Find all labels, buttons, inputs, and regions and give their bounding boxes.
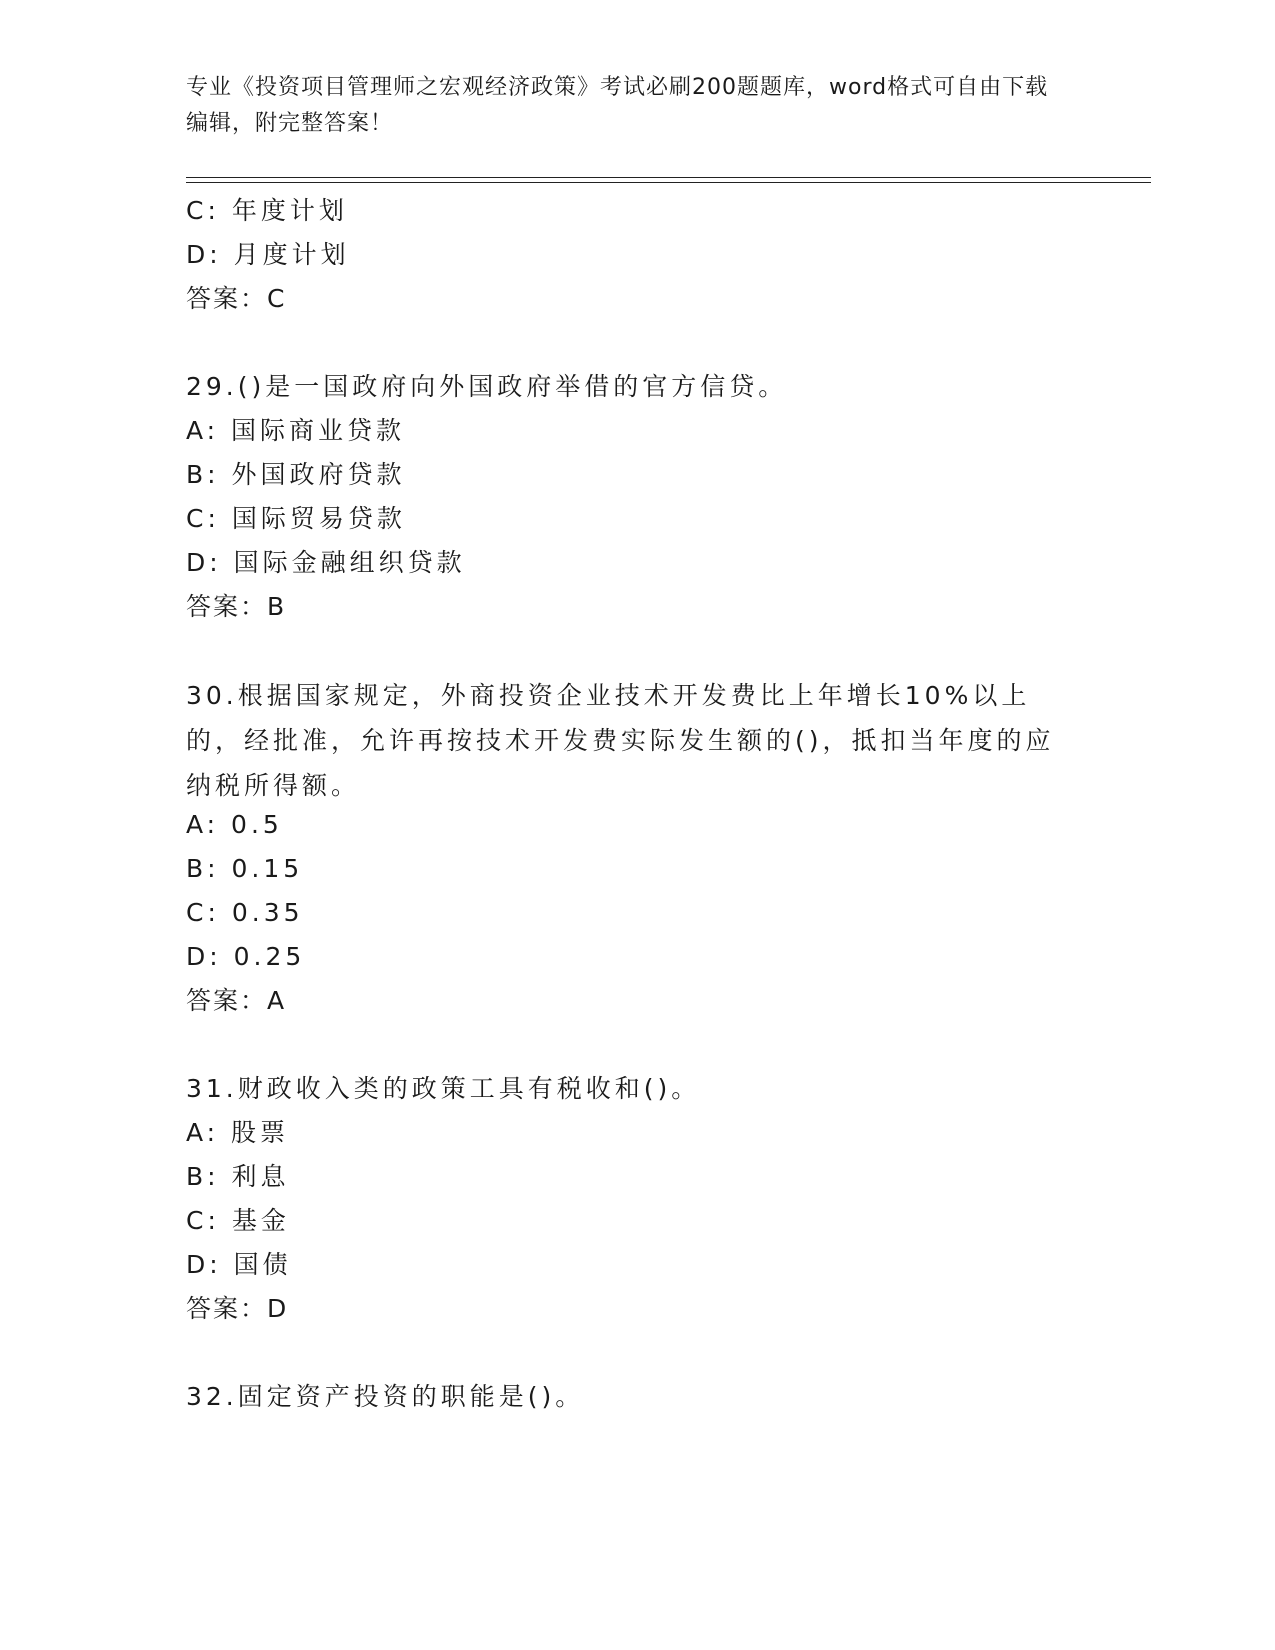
question-stem: 30.根据国家规定，外商投资企业技术开发费比上年增长10%以上的，经批准，允许再按技术开发费实际发生额的()，抵扣当年度的应纳税所得额。: [186, 681, 1055, 800]
option-b: B: 外国政府贷款: [186, 460, 406, 489]
answer: 答案：A: [186, 986, 287, 1015]
option-a: A: 股票: [186, 1118, 290, 1147]
option-d: D: 国债: [186, 1250, 292, 1279]
question-stem: 29.()是一国政府向外国政府举借的官方信贷。: [186, 372, 788, 401]
option-d: D: 0.25: [186, 942, 306, 971]
option-a: A: 国际商业贷款: [186, 416, 406, 445]
option-a: A: 0.5: [186, 810, 283, 839]
option-b: B: 0.15: [186, 854, 304, 883]
option-d: D: 月度计划: [186, 240, 350, 269]
answer: 答案：C: [186, 284, 287, 313]
question-stem: 31.财政收入类的政策工具有税收和()。: [186, 1074, 701, 1103]
document-header: 专业《投资项目管理师之宏观经济政策》考试必刷200题题库，word格式可自由下载编辑，附完整答案！: [186, 75, 1049, 136]
answer: 答案：D: [186, 1294, 289, 1323]
option-b: B: 利息: [186, 1162, 290, 1191]
option-c: C: 基金: [186, 1206, 290, 1235]
question-stem: 32.固定资产投资的职能是()。: [186, 1382, 585, 1411]
option-c: C: 0.35: [186, 898, 304, 927]
answer: 答案：B: [186, 592, 287, 621]
header-divider-top: [186, 177, 1151, 178]
option-d: D: 国际金融组织贷款: [186, 548, 466, 577]
option-c: C: 年度计划: [186, 196, 348, 225]
option-c: C: 国际贸易贷款: [186, 504, 406, 533]
header-divider-bottom: [186, 182, 1151, 183]
